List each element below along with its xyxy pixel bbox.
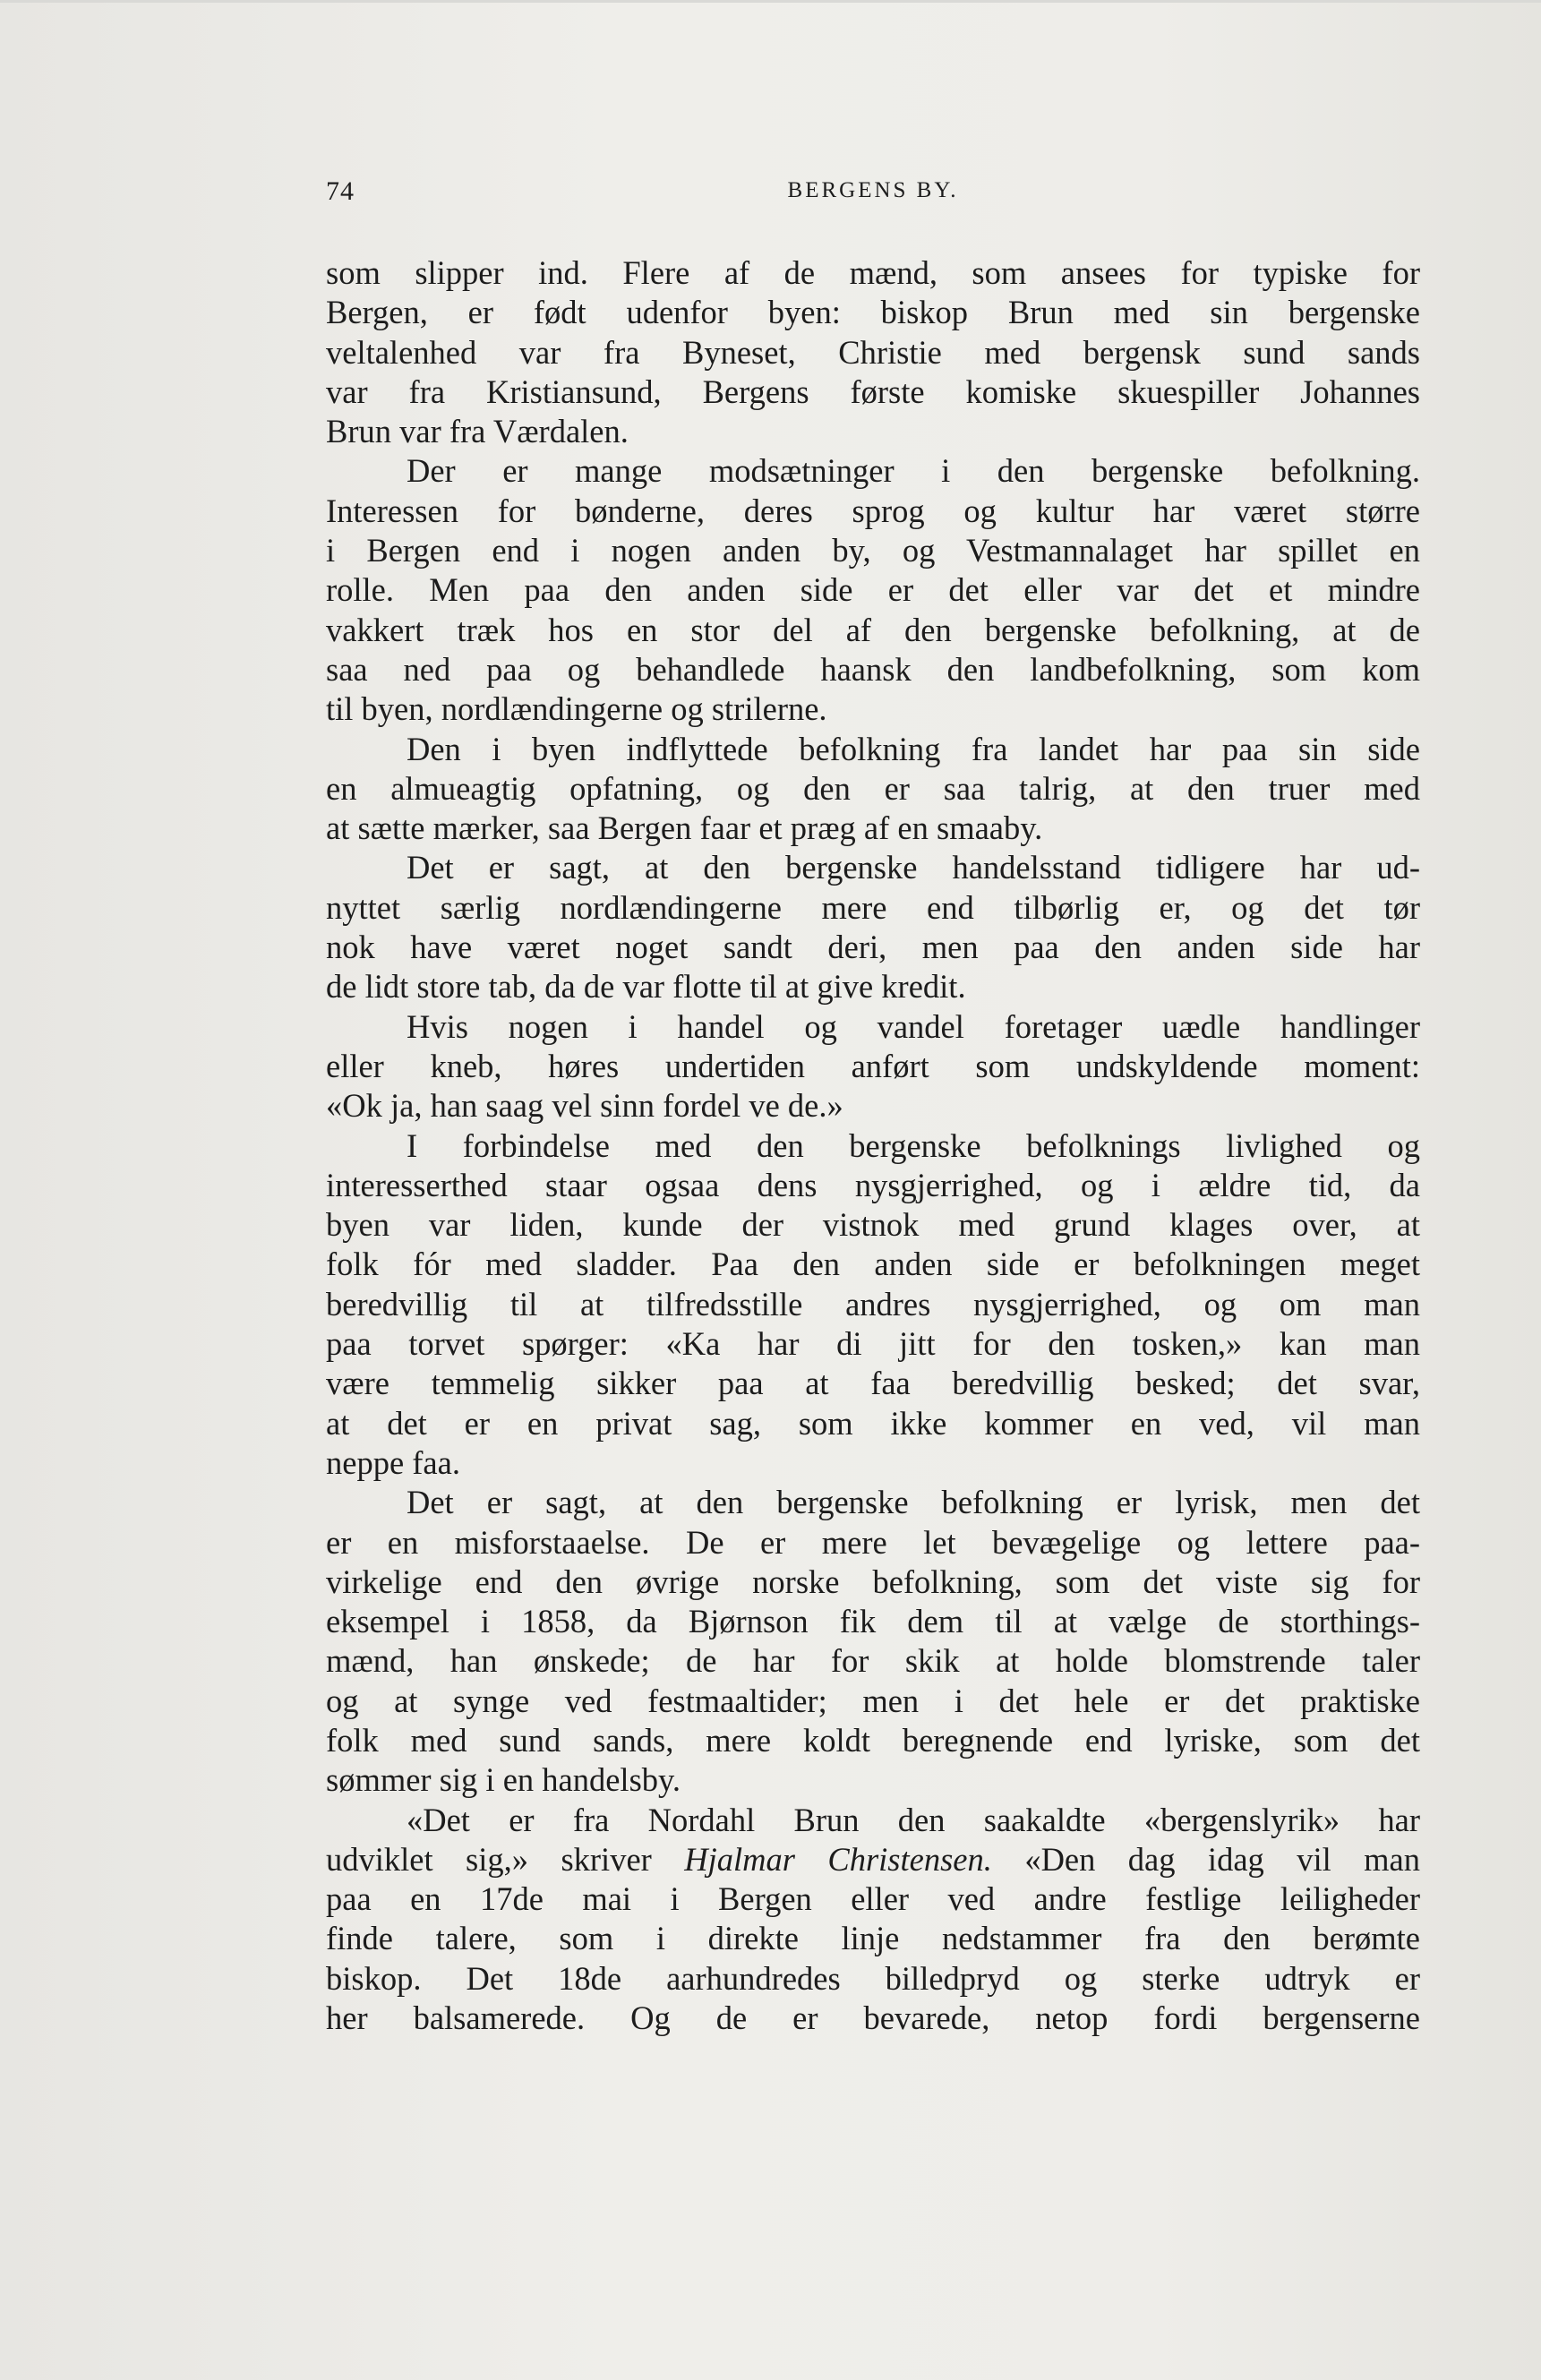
text-line: de lidt store tab, da de var flotte til at give kredit. — [326, 968, 966, 1006]
text-line: neppe faa. — [326, 1443, 460, 1481]
text-line: eller kneb, høres undertiden anført som undskyldende moment: — [326, 1047, 1420, 1084]
text-line: som slipper ind. Flere af de mænd, som ansees for typiske for — [326, 254, 1420, 291]
page-header — [326, 176, 1420, 219]
text-line: eksempel i 1858, da Bjørnson fik dem til at vælge de storthings- — [326, 1603, 1420, 1640]
text-line: saa ned paa og behandlede haansk den landbefolkning, som kom — [326, 650, 1420, 688]
text-line: en almueagtig opfatning, og den er saa talrig, at den truer med — [326, 769, 1420, 807]
text-line: Bergen, er født udenfor byen: biskop Brun med sin bergenske — [326, 294, 1420, 331]
text-line: til byen, nordlændingerne og strilerne. — [326, 690, 827, 728]
text-line: i Bergen end i nogen anden by, og Vestmannalaget har spillet en — [326, 532, 1420, 569]
text-line: at det er en privat sag, som ikke kommer en ved, vil man — [326, 1404, 1420, 1442]
text-line: byen var liden, kunde der vistnok med grund klages over, at — [326, 1206, 1420, 1244]
text-line: I forbindelse med den bergenske befolknings livlighed og — [407, 1126, 1420, 1164]
text-line: «Ok ja, han saag vel sinn fordel ve de.» — [326, 1087, 843, 1125]
text-line: Brun var fra Værdalen. — [326, 413, 629, 450]
text-line: her balsamerede. Og de er bevarede, netop fordi bergenserne — [326, 1999, 1420, 2037]
text-line: Der er mange modsætninger i den bergenske befolkning. — [407, 452, 1420, 490]
running-title: BERGENS BY. — [787, 178, 959, 202]
text-line: folk fór med sladder. Paa den anden side er befolkningen meget — [326, 1246, 1420, 1283]
text-line: rolle. Men paa den anden side er det eller var det et mindre — [326, 571, 1420, 609]
text-line: var fra Kristiansund, Bergens første komiske skuespiller Johannes — [326, 372, 1420, 410]
text-line: mænd, han ønskede; de har for skik at holde blomstrende taler — [326, 1642, 1420, 1680]
text-line: paa torvet spørger: «Ka har di jitt for den tosken,» kan man — [326, 1325, 1420, 1363]
text-line: finde talere, som i direkte linje nedstammer fra den berømte — [326, 1920, 1420, 1957]
text-segment: «Den dag idag vil man — [991, 1840, 1420, 1878]
text-line: interesserthed staar ogsaa dens nysgjerrighed, og i ældre tid, da — [326, 1166, 1420, 1203]
text-line: paa en 17de mai i Bergen eller ved andre festlige leiligheder — [326, 1880, 1420, 1918]
text-line: biskop. Det 18de aarhundredes billedpryd og sterke udtryk er — [326, 1959, 1420, 1997]
text-line — [326, 1840, 1420, 1879]
text-line: beredvillig til at tilfredsstille andres nysgjerrighed, og om man — [326, 1285, 1420, 1323]
page-number: 74 — [326, 176, 355, 206]
text-line: Det er sagt, at den bergenske handelsstand tidligere har ud- — [407, 849, 1420, 886]
body-text — [326, 253, 1420, 2038]
text-line: være temmelig sikker paa at faa beredvillig besked; det svar, — [326, 1365, 1420, 1402]
text-line: Den i byen indflyttede befolkning fra landet har paa sin side — [407, 730, 1420, 767]
text-line: sømmer sig i en handelsby. — [326, 1761, 681, 1799]
text-line: vakkert træk hos en stor del af den bergenske befolkning, at de — [326, 611, 1420, 648]
text-line: og at synge ved festmaaltider; men i det hele er det praktiske — [326, 1682, 1420, 1719]
text-line: er en misforstaaelse. De er mere let bevægelige og lettere paa- — [326, 1523, 1420, 1561]
text-line: nyttet særlig nordlændingerne mere end tilbørlig er, og det tør — [326, 888, 1420, 926]
text-line: at sætte mærker, saa Bergen faar et præg af en smaaby. — [326, 809, 1043, 847]
text-line: Det er sagt, at den bergenske befolkning er lyrisk, men det — [407, 1484, 1420, 1521]
text-line: Hvis nogen i handel og vandel foretager uædle handlinger — [407, 1007, 1420, 1045]
text-line: virkelige end den øvrige norske befolkning, som det viste sig for — [326, 1562, 1420, 1600]
italic-author-name: Hjalmar Christensen. — [684, 1840, 992, 1878]
text-line: veltalenhed var fra Byneset, Christie med bergensk sund sands — [326, 333, 1420, 371]
text-line: nok have været noget sandt deri, men paa den anden side har — [326, 929, 1420, 966]
text-line: folk med sund sands, mere koldt beregnende end lyriske, som det — [326, 1721, 1420, 1759]
text-segment: udviklet sig,» skriver — [326, 1840, 685, 1878]
text-line: Interessen for bønderne, deres sprog og kultur har været større — [326, 492, 1420, 529]
text-line: «Det er fra Nordahl Brun den saakaldte «bergenslyrik» har — [407, 1801, 1420, 1838]
